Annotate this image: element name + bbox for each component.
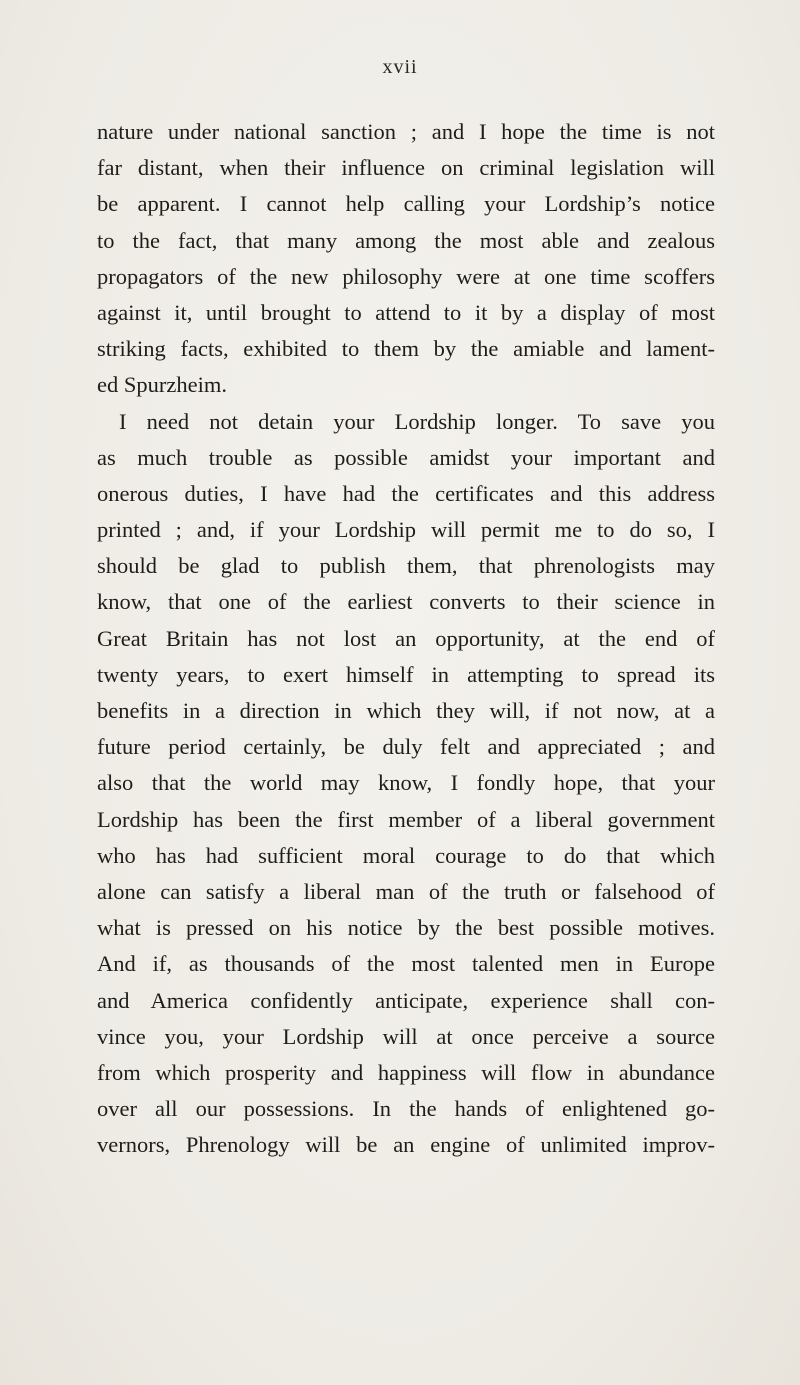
text-line: And if, as thousands of the most talented men in Europe — [97, 951, 715, 977]
text-line: to the fact, that many among the most able and zealous — [97, 227, 715, 253]
text-line: also that the world may know, I fondly hope, that your — [97, 770, 715, 796]
text-line: alone can satisfy a liberal man of the truth or falsehood of — [97, 878, 715, 904]
paragraph-start-line: I need not detain your Lordship longer. To save you — [119, 408, 715, 434]
text-line: what is pressed on his notice by the best possible motives. — [97, 915, 715, 941]
text-line: printed ; and, if your Lordship will permit me to do so, I — [97, 517, 715, 543]
text-line: striking facts, exhibited to them by the amiable and lament- — [97, 336, 715, 362]
text-line: from which prosperity and happiness will flow in abundance — [97, 1059, 715, 1085]
body-text — [97, 114, 715, 1163]
text-line: over all our possessions. In the hands of enlightened go- — [97, 1096, 715, 1122]
text-line: Lordship has been the first member of a liberal government — [97, 806, 715, 832]
text-line: who has had sufficient moral courage to do that which — [97, 842, 715, 868]
text-line: against it, until brought to attend to it by a display of most — [97, 299, 715, 325]
page-number: xvii — [382, 56, 418, 78]
text-line: onerous duties, I have had the certificates and this address — [97, 480, 715, 506]
text-line: far distant, when their influence on criminal legislation will — [97, 155, 715, 181]
text-line: ed Spurzheim. — [97, 372, 227, 398]
text-line: twenty years, to exert himself in attempting to spread its — [97, 661, 715, 687]
text-line: vernors, Phrenology will be an engine of unlimited improv- — [97, 1132, 715, 1158]
text-line: should be glad to publish them, that phrenologists may — [97, 553, 715, 579]
text-line: propagators of the new philosophy were at one time scoffers — [97, 263, 715, 289]
text-line: as much trouble as possible amidst your important and — [97, 444, 715, 470]
text-line: and America confidently anticipate, experience shall con- — [97, 987, 715, 1013]
text-line: benefits in a direction in which they will, if not now, at a — [97, 698, 715, 723]
text-line: nature under national sanction ; and I hope the time is not — [97, 119, 715, 144]
text-line: Great Britain has not lost an opportunity, at the end of — [97, 625, 715, 651]
text-line: future period certainly, be duly felt and appreciated ; and — [97, 734, 715, 760]
text-line: vince you, your Lordship will at once perceive a source — [97, 1023, 715, 1049]
text-line: be apparent. I cannot help calling your Lordship’s notice — [97, 191, 715, 217]
text-line: know, that one of the earliest converts to their science in — [97, 589, 715, 615]
